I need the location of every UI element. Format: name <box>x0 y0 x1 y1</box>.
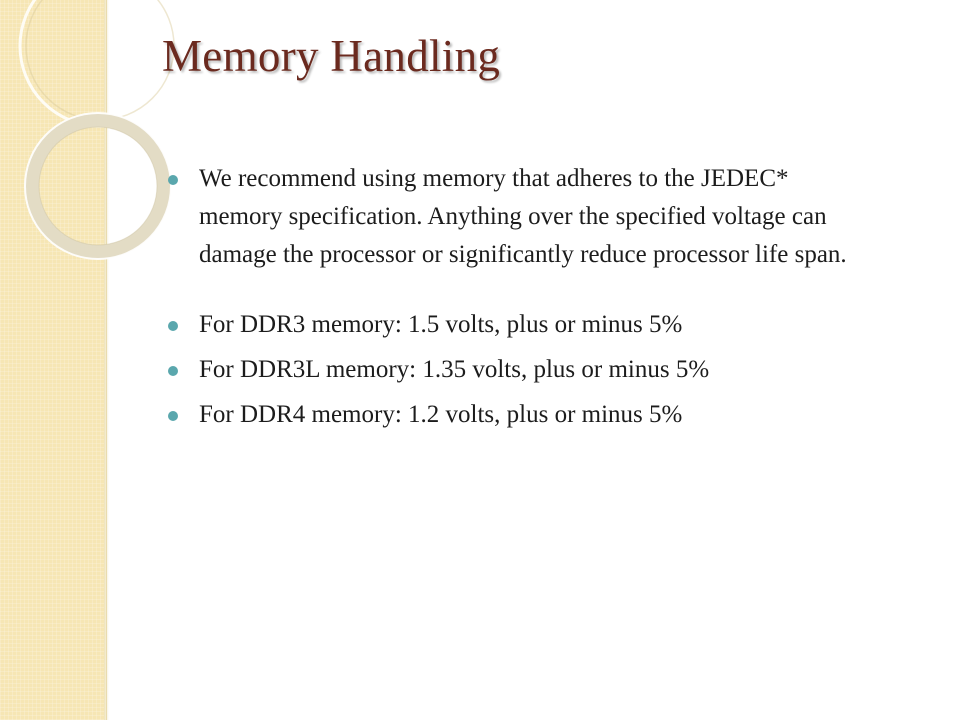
bullet-text: For DDR3L memory: 1.35 volts, plus or minus 5% <box>199 356 710 383</box>
bullet-item <box>168 306 868 344</box>
bullet-dot-icon <box>168 321 178 331</box>
slide-title: Memory Handling <box>162 31 501 81</box>
bullet-text: We recommend using memory that adheres to the JEDEC* memory specification. Anything over the specified voltage can damage the processor or significantly reduce processor life span. <box>199 165 847 268</box>
bullet-item <box>168 160 868 274</box>
bullet-text: For DDR3 memory: 1.5 volts, plus or minus 5% <box>199 311 683 338</box>
bullet-list <box>168 160 868 434</box>
bullet-text: For DDR4 memory: 1.2 volts, plus or minus 5% <box>199 401 683 428</box>
bullet-item <box>168 396 868 434</box>
bullet-dot-icon <box>168 411 178 421</box>
bullet-dot-icon <box>168 366 178 376</box>
bullet-item <box>168 351 868 389</box>
bullet-dot-icon <box>168 175 178 185</box>
